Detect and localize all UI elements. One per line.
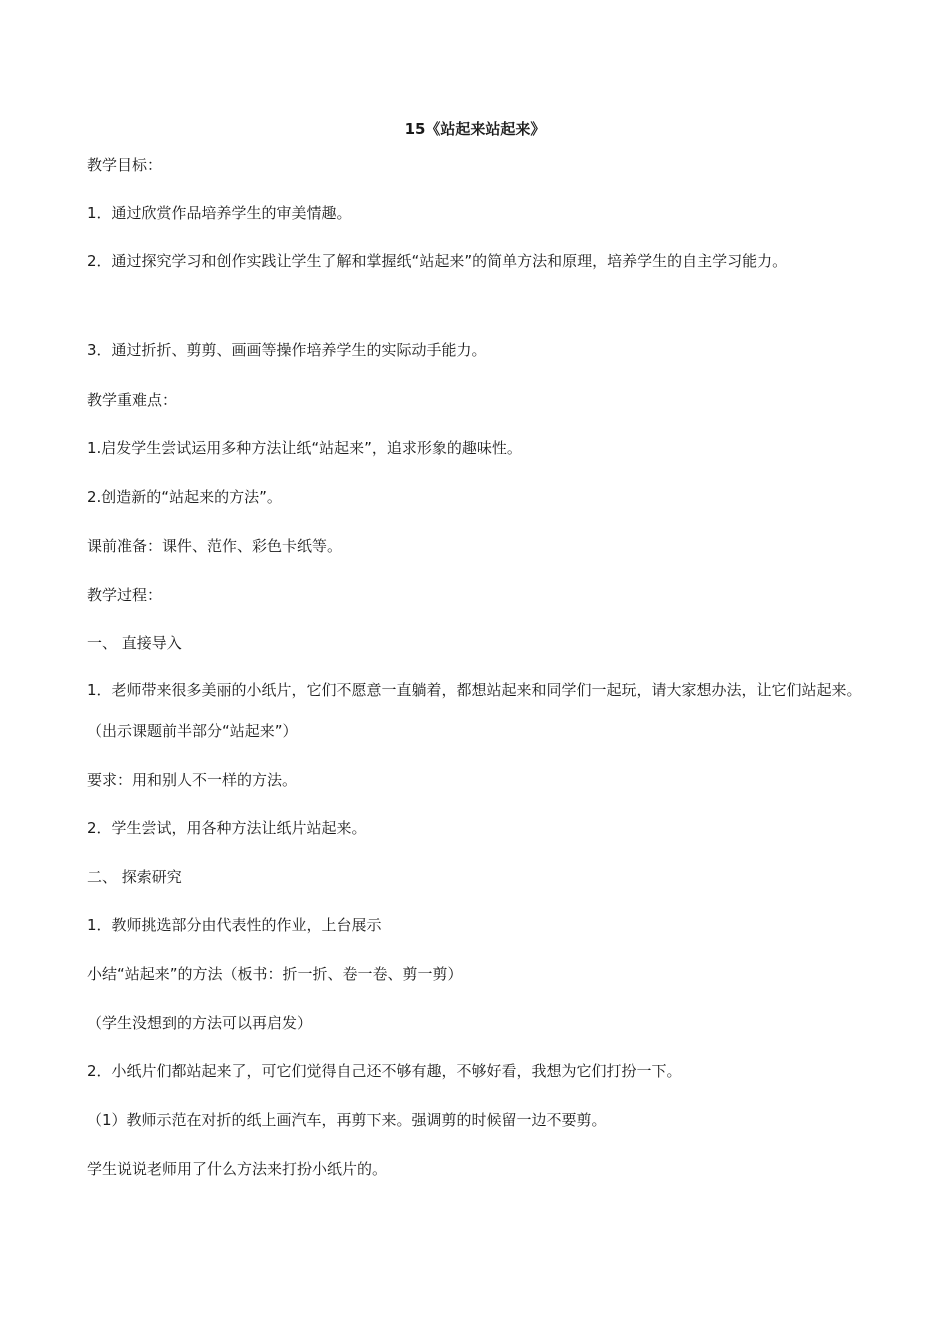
document-title: 15《站起来站起来》 bbox=[404, 120, 546, 138]
section-1-heading: 一、 直接导入 bbox=[87, 634, 182, 652]
s1-requirement: 要求：用和别人不一样的方法。 bbox=[87, 771, 298, 789]
process-heading: 教学过程： bbox=[87, 586, 163, 604]
s2-student: 学生说说老师用了什么方法来打扮小纸片的。 bbox=[87, 1160, 388, 1178]
s2-summary: 小结“站起来”的方法（板书：折一折、卷一卷、剪一剪） bbox=[87, 965, 463, 983]
objective-3: 3．通过折折、剪剪、画画等操作培养学生的实际动手能力。 bbox=[87, 341, 487, 359]
s1-step-1: 1．老师带来很多美丽的小纸片，它们不愿意一直躺着，都想站起来和同学们一起玩，请大家想办法，让它们站起来。（出示课题前半部分“站起来”） bbox=[87, 681, 862, 740]
keypoints-heading: 教学重难点： bbox=[87, 391, 178, 409]
s2-step-1: 1．教师挑选部分由代表性的作业，上台展示 bbox=[87, 916, 382, 934]
s2-sub-1: （1）教师示范在对折的纸上画汽车，再剪下来。强调剪的时候留一边不要剪。 bbox=[87, 1111, 607, 1129]
keypoint-2: 2.创造新的“站起来的方法”。 bbox=[87, 488, 282, 506]
section-2-heading: 二、 探索研究 bbox=[87, 868, 182, 886]
s2-step-2: 2．小纸片们都站起来了，可它们觉得自己还不够有趣，不够好看，我想为它们打扮一下。 bbox=[87, 1062, 682, 1080]
objectives-heading: 教学目标： bbox=[87, 156, 163, 174]
keypoint-1: 1.启发学生尝试运用多种方法让纸“站起来”，追求形象的趣味性。 bbox=[87, 439, 522, 457]
objective-1: 1．通过欣赏作品培养学生的审美情趣。 bbox=[87, 204, 352, 222]
objective-2: 2．通过探究学习和创作实践让学生了解和掌握纸“站起来”的简单方法和原理，培养学生的自主学习能力。 bbox=[87, 252, 788, 270]
s2-note: （学生没想到的方法可以再启发） bbox=[87, 1014, 313, 1032]
preparation: 课前准备：课件、范作、彩色卡纸等。 bbox=[87, 537, 343, 555]
s1-step-2: 2．学生尝试，用各种方法让纸片站起来。 bbox=[87, 819, 367, 837]
